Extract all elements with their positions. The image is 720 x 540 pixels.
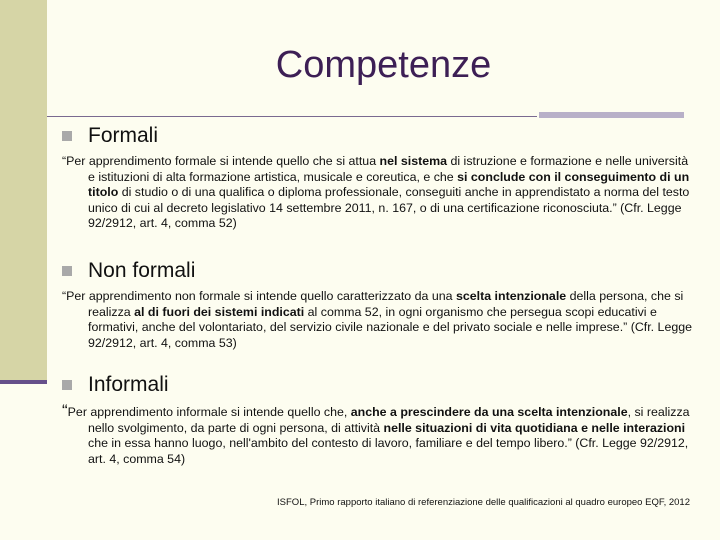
source-citation: ISFOL, Primo rapporto italiano di referenziazione delle qualificazioni al quadro europeo EQF, 2012 — [277, 497, 690, 508]
section-informali — [62, 373, 692, 467]
square-bullet-icon — [62, 266, 72, 276]
heading-label: Non formali — [88, 259, 196, 282]
section-heading — [62, 373, 692, 397]
slide-title: Competenze — [275, 44, 492, 86]
section-heading — [62, 124, 692, 148]
title-rule-bar — [539, 112, 684, 118]
sidebar-lower-blank — [0, 380, 47, 540]
heading-label: Formali — [88, 124, 159, 147]
paragraph-informali: “Per apprendimento informale si intende quello che, anche a prescindere da una scelta intenzionale, si realizza nello svolgimento, da parte di ogni persona, di attività nelle situazioni di vita quotidiana e nelle interazioni che in essa hanno luogo, nell'ambito del contesto di lavoro, familiare e del tempo libero.” (Cfr. Legge 92/2912, art. 4, comma 54) — [62, 401, 690, 466]
square-bullet-icon — [62, 131, 72, 141]
section-formali — [62, 124, 692, 232]
paragraph-formali: “Per apprendimento formale si intende quello che si attua nel sistema di istruzione e formazione e nelle università e istituzioni di alta formazione artistica, musicale e coreutica, e che si conclude con il conseguimento di un titolo di studio o di una qualifica o diploma professionale, conseguiti anche in apprendistato a norma del testo unico di cui al decreto legislativo 14 settembre 2011, n. 167, o di una certificazione riconosciuta.” (Cfr. Legge 92/2912, art. 4, comma 52) — [62, 154, 690, 230]
paragraph-non-formali: “Per apprendimento non formale si intende quello caratterizzato da una scelta intenzionale della persona, che si realizza al di fuori dei sistemi indicati al comma 52, in ogni organismo che persegua scopi educativi e formativi, anche del volontariato, del servizio civile nazionale e del privato sociale e nelle imprese.” (Cfr. Legge 92/2912, art. 4, comma 53) — [62, 289, 693, 350]
heading-label: Informali — [88, 373, 169, 396]
title-rule — [47, 116, 537, 117]
square-bullet-icon — [62, 380, 72, 390]
accent-line — [0, 380, 47, 384]
section-heading — [62, 259, 692, 283]
section-non-formali — [62, 259, 692, 351]
